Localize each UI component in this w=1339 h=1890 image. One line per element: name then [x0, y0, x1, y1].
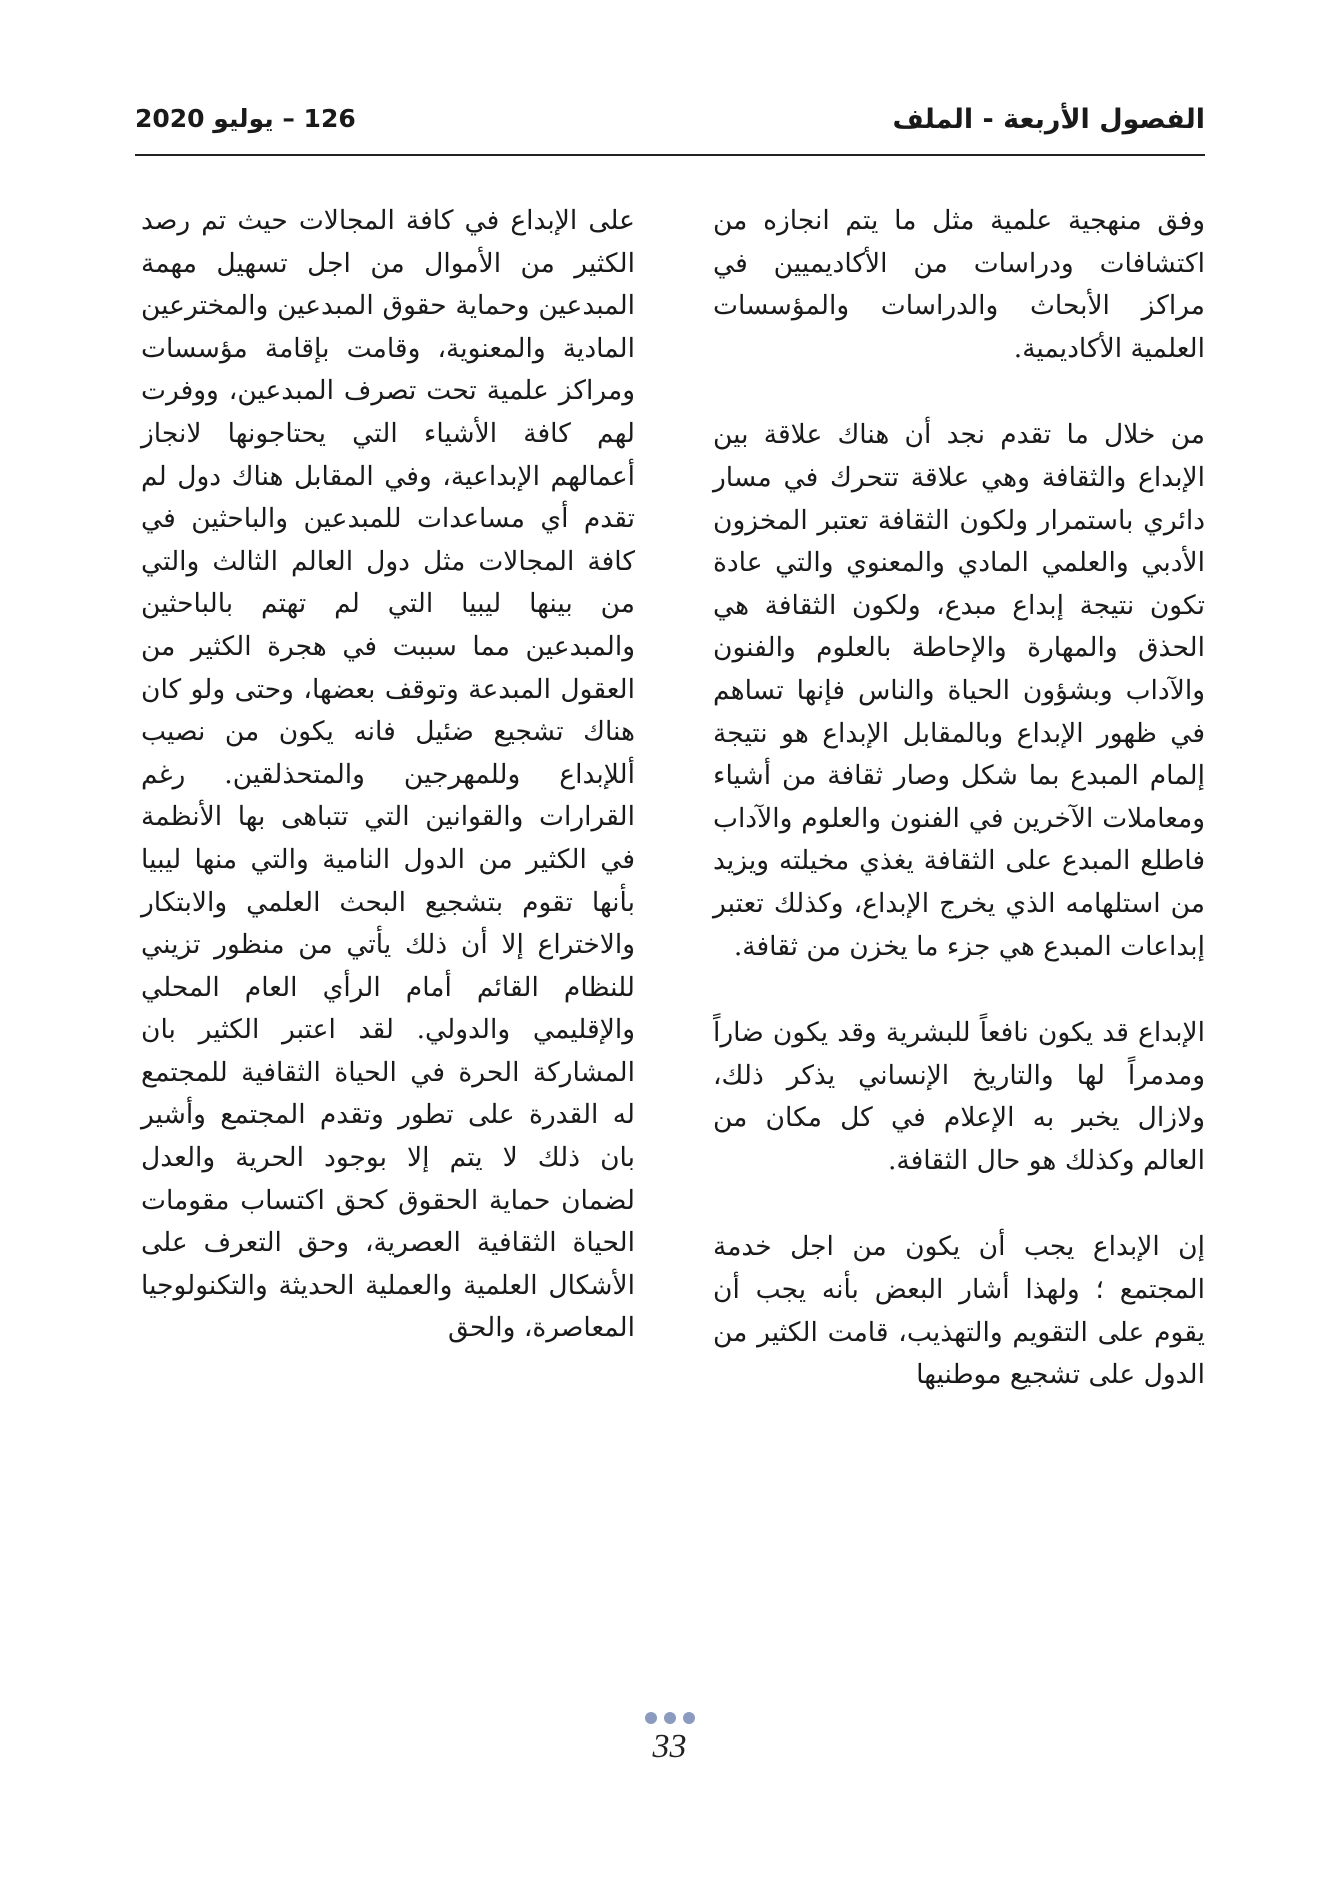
page-header — [135, 98, 1205, 156]
paragraph: الإبداع قد يكون نافعاً للبشرية وقد يكون ضاراً ومدمراً لها والتاريخ الإنساني يذكر ذلك، ولازال يخبر به الإعلام في كل مكان من العالم وكذلك هو حال الثقافة. — [713, 1017, 1205, 1176]
dot-ornament — [645, 1712, 657, 1724]
page-number: 33 — [652, 1728, 687, 1765]
paragraph: وفق منهجية علمية مثل ما يتم انجازه من اكتشافات ودراسات من الأكاديميين في مراكز الأبحاث والدراسات والمؤسسات العلمية الأكاديمية. — [713, 205, 1205, 364]
page-footer — [0, 1712, 1339, 1766]
paragraph: على الإبداع في كافة المجالات حيث تم رصد الكثير من الأموال من اجل تسهيل مهمة المبدعين وحماية حقوق المبدعين والمخترعين المادية والمعنوية، وقامت بإقامة مؤسسات ومراكز علمية تحت تصرف المبدعين، ووفرت لهم كافة الأشياء التي يحتاجونها لانجاز أعمالهم الإبداعية، وفي المقابل هناك دول لم تقدم أي مساعدات للمبدعين والباحثين في كافة المجالات مثل دول العالم الثالث والتي من بينها ليبيا التي لم تهتم بالباحثين والمبدعين مما سببت في هجرة الكثير من العقول المبدعة وتوقف بعضها، وحتى ولو كان هناك تشجيع ضئيل فانه يكون من نصيب أللإبداع وللمهرجين والمتحذلقين. رغم القرارات والقوانين التي تتباهى بها الأنظمة في الكثير من الدول النامية والتي منها ليبيا بأنها تقوم بتشجيع البحث العلمي والابتكار والاختراع إلا أن ذلك يأتي من منظور تزيني للنظام القائم أمام الرأي العام المحلي والإقليمي والدولي. لقد اعتبر الكثير بان المشاركة الحرة في الحياة الثقافية للمجتمع له القدرة على تطور وتقدم المجتمع وأشير بان ذلك لا يتم إلا بوجود الحرية والعدل لضمان حماية الحقوق كحق اكتساب مقومات الحياة الثقافية العصرية، وحق التعرف على الأشكال العلمية والعملية الحديثة والتكنولوجيا المعاصرة، والحق — [141, 205, 635, 1344]
paragraph: إن الإبداع يجب أن يكون من اجل خدمة المجتمع ؛ ولهذا أشار البعض بأنه يجب أن يقوم على التقويم والتهذيب، قامت الكثير من الدول على تشجيع موطنيها — [713, 1231, 1205, 1391]
dot-ornament — [683, 1712, 695, 1724]
right-column — [713, 200, 1205, 1397]
issue-date: 126 – يوليو 2020 — [135, 104, 356, 133]
decorative-dots — [0, 1712, 1339, 1724]
dot-ornament — [664, 1712, 676, 1724]
paragraph: من خلال ما تقدم نجد أن هناك علاقة بين الإبداع والثقافة وهي علاقة تتحرك في مسار دائري باستمرار ولكون الثقافة تعتبر المخزون الأدبي والعلمي المادي والمعنوي والتي عادة تكون نتيجة إبداع مبدع، ولكون الثقافة هي الحذق والمهارة والإحاطة بالعلوم والفنون والآداب وبشؤون الحياة والناس فإنها تساهم في ظهور الإبداع وبالمقابل الإبداع هو نتيجة إلمام المبدع بما شكل وصار ثقافة من أشياء ومعاملات الآخرين في الفنون والعلوم والآداب فاطلع المبدع على الثقافة يغذي مخيلته ويزيد من استلهامه الذي يخرج الإبداع، وكذلك تعتبر إبداعات المبدع هي جزء ما يخزن من ثقافة. — [713, 419, 1205, 962]
left-column — [141, 200, 635, 1350]
journal-section-title: الفصول الأربعة - الملف — [892, 104, 1205, 135]
